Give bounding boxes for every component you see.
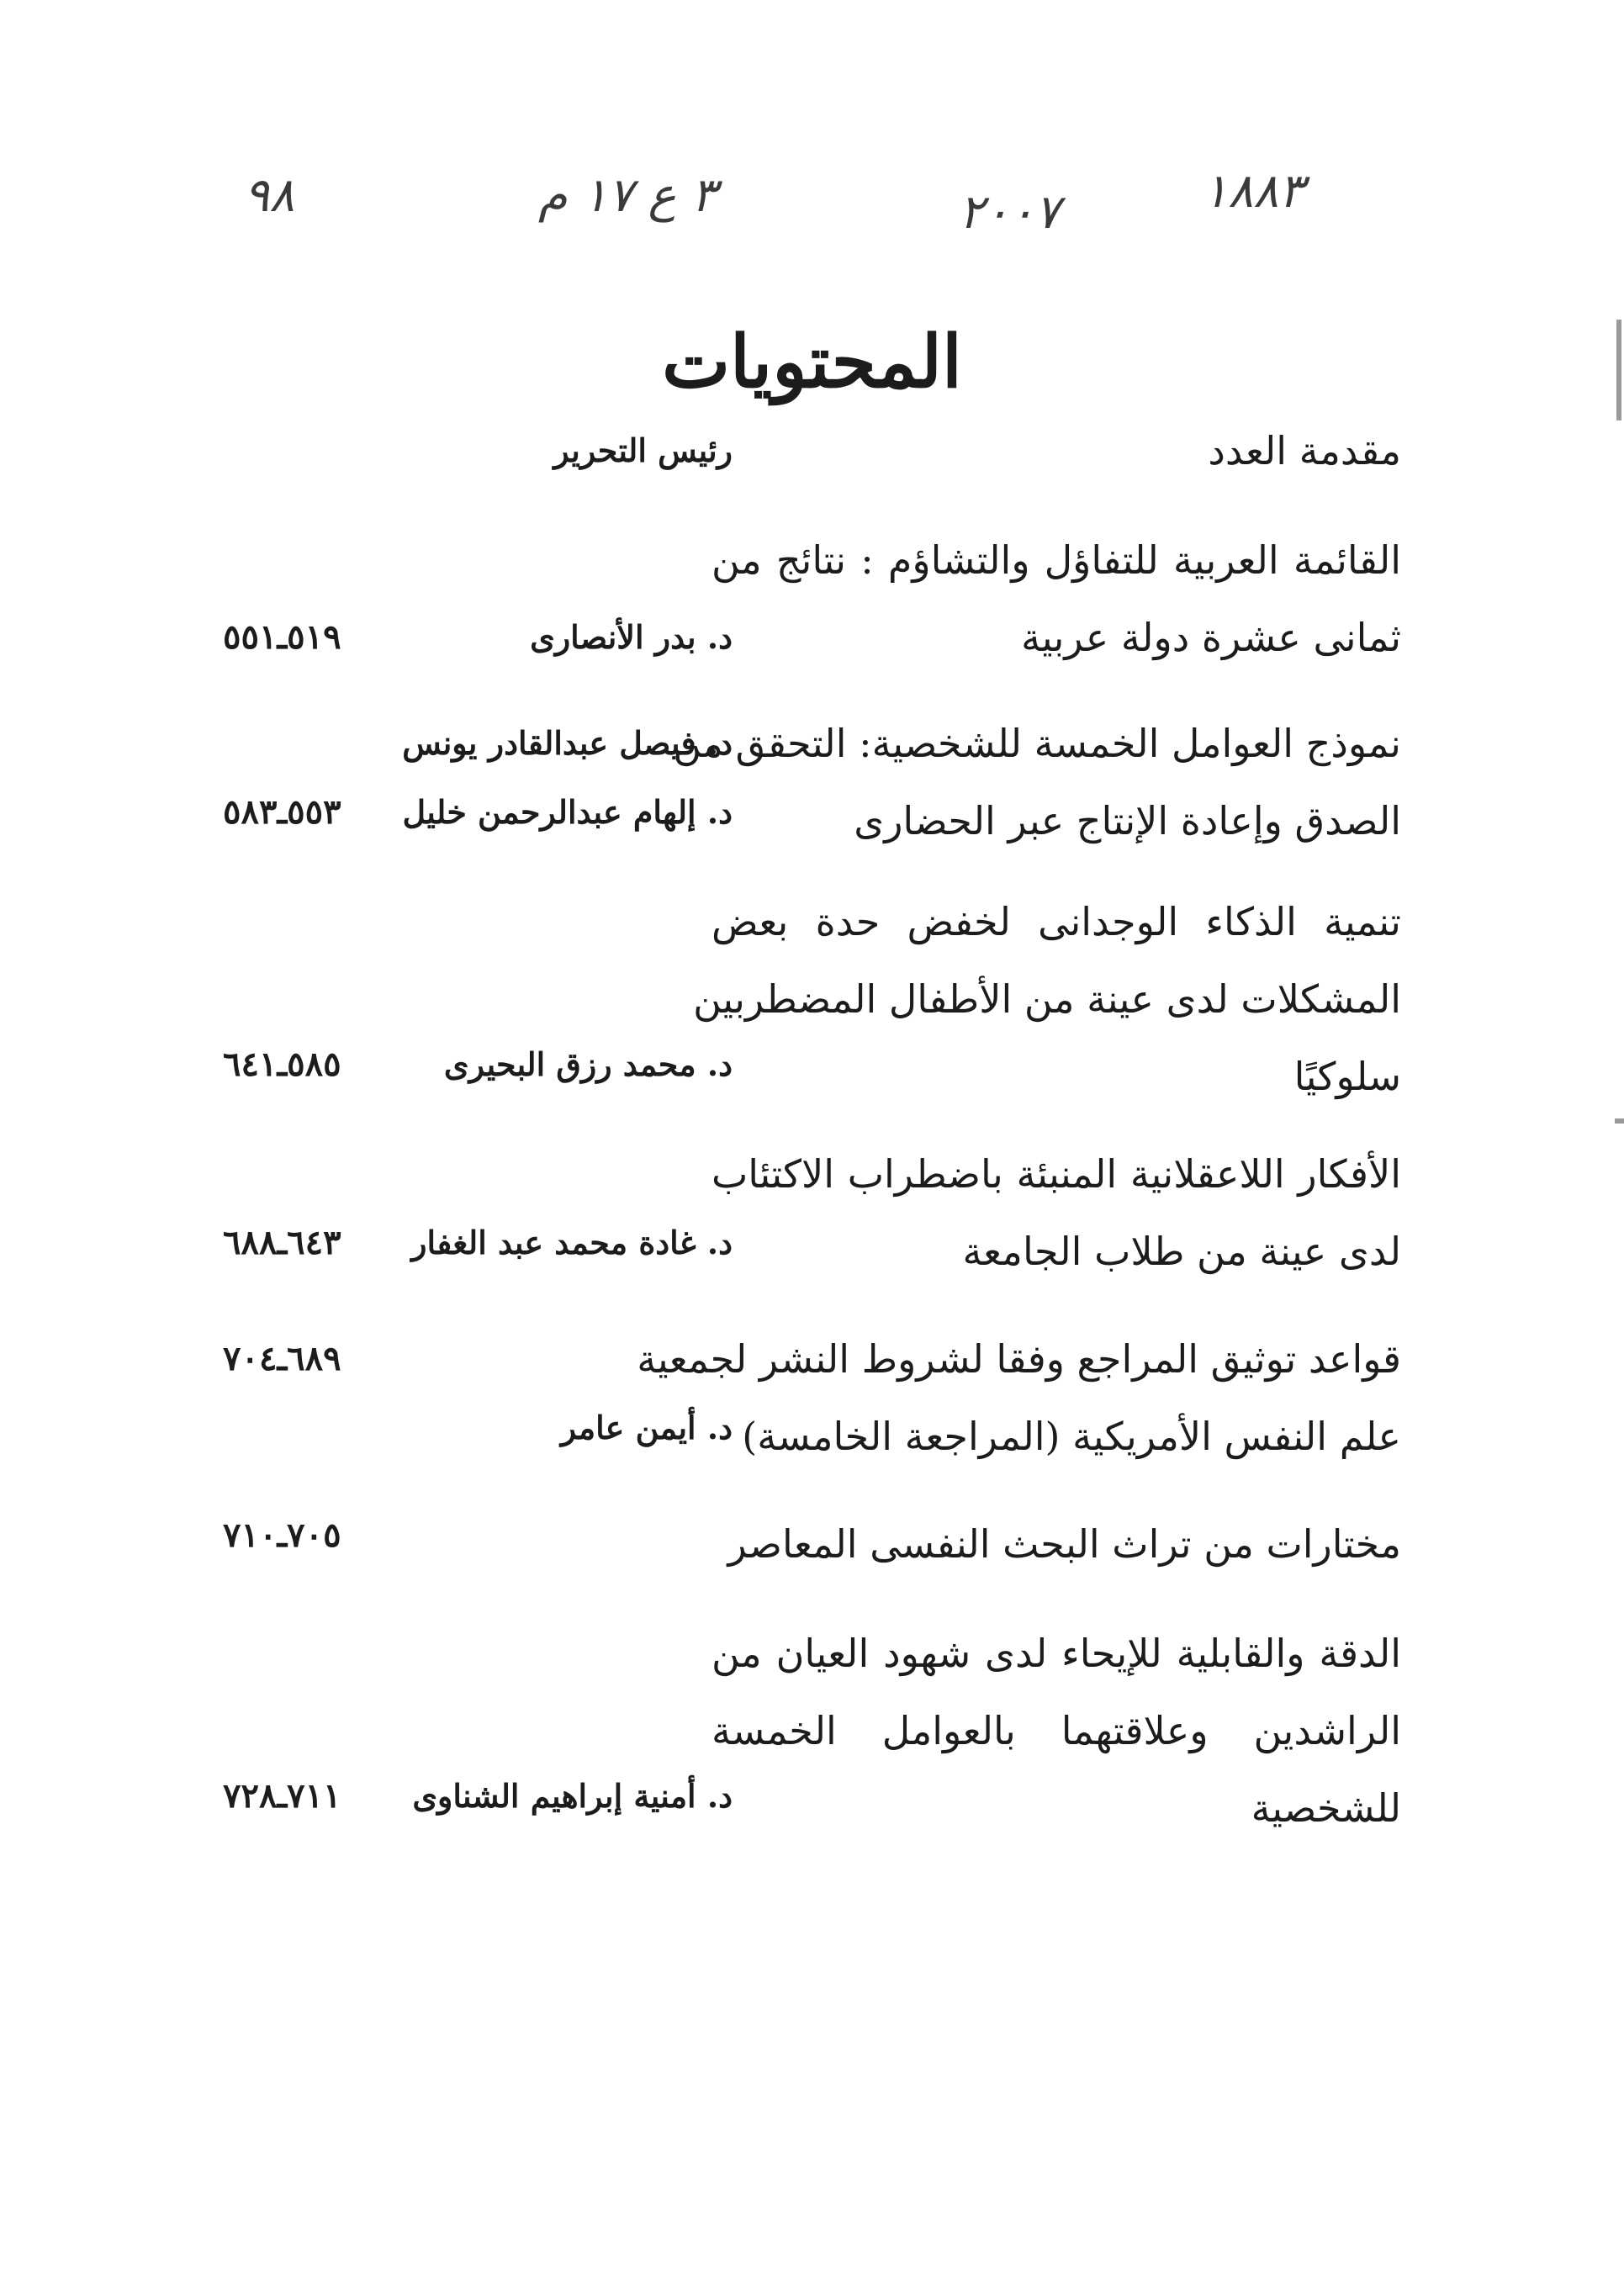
intro-title: مقدمة العدد [1208,428,1401,473]
toc-entry-7-author: د. أمنية إبراهيم الشناوى [412,1777,733,1815]
toc-entry-3-pages: ٥٨٥ـ٦٤١ [223,1044,341,1084]
toc-entry-5-title-line-2: علم النفس الأمريكية (المراجعة الخامسة) [742,1414,1401,1459]
toc-entry-3-title [693,883,1401,1115]
toc-entry-2-title [673,705,1401,859]
toc-entry-7-pages: ٧١١ـ٧٢٨ [223,1776,341,1816]
toc-entry-4-pages: ٦٤٣ـ٦٨٨ [223,1223,341,1262]
toc-entry-1-author: د. بدر الأنصارى [530,618,733,656]
toc-entry-2-author-2: د. إلهام عبدالرحمن خليل [402,793,733,831]
toc-entry-5-pages: ٦٨٩ـ٧٠٤ [223,1339,341,1378]
toc-entry-4-author: د. غادة محمد عبد الغفار [411,1224,733,1261]
scan-edge-mark-top [1616,320,1621,420]
toc-entry-2-title-line-1: نموذج العوامل الخمسة للشخصية: التحقق من [673,721,1401,766]
toc-entry-3-author: د. محمد رزق البحيرى [443,1045,733,1083]
intro-author: رئيس التحرير [553,431,733,469]
toc-entry-2-author-1: د. فيصل عبدالقادر يونس [402,724,733,762]
toc-entry-4-title [711,1135,1401,1290]
toc-entry-1-title-line-1: القائمة العربية للتفاؤل والتشاؤم : نتائج من [711,537,1401,583]
toc-entry-7-title-line-2: الراشدين وعلاقتهما بالعوامل الخمسة [711,1708,1401,1753]
toc-entry-1-title-line-2: ثمانى عشرة دولة عربية [1021,615,1401,660]
toc-entry-2-title-line-2: الصدق وإعادة الإنتاج عبر الحضارى [854,798,1401,843]
toc-entry-1-title [711,521,1401,676]
toc-entry-4-title-line-2: لدى عينة من طلاب الجامعة [962,1229,1401,1274]
handwritten-mark-4: ١٨٨٣ [1203,164,1304,219]
toc-entry-7-title [711,1615,1401,1847]
handwritten-mark-2: ٣ ع ١٧ م [538,168,717,223]
toc-entry-5-title-line-1: قواعد توثيق المراجع وفقا لشروط النشر لجمعية [637,1336,1401,1382]
toc-entry-3-title-line-2: المشكلات لدى عينة من الأطفال المضطربين [693,976,1401,1022]
toc-entry-3-title-line-3: سلوكيًا [1293,1054,1401,1099]
toc-entry-3-title-line-1: تنمية الذكاء الوجدانى لخفض حدة بعض [711,899,1401,944]
page-title: المحتويات [662,320,962,405]
handwritten-mark-3: ٢٠٠٧ [959,185,1061,240]
toc-entry-6-pages: ٧٠٥ـ٧١٠ [223,1515,341,1555]
toc-entry-4-title-line-1: الأفكار اللاعقلانية المنبئة باضطراب الاكتئاب [711,1151,1401,1197]
toc-entry-7-title-line-1: الدقة والقابلية للإيحاء لدى شهود العيان من [711,1631,1401,1676]
toc-entry-5-author: د. أيمن عامر [560,1409,733,1446]
toc-entry-2-pages: ٥٥٣ـ٥٨٣ [223,792,341,832]
toc-entry-1-pages: ٥١٩ـ٥٥١ [223,617,341,657]
scan-edge-mark-bottom [1615,1118,1624,1124]
handwritten-mark-1: ٩٨ [244,168,295,223]
toc-entry-6-title: مختارات من تراث البحث النفسى المعاصر [727,1521,1401,1567]
toc-entry-7-title-line-3: للشخصية [1251,1785,1401,1831]
